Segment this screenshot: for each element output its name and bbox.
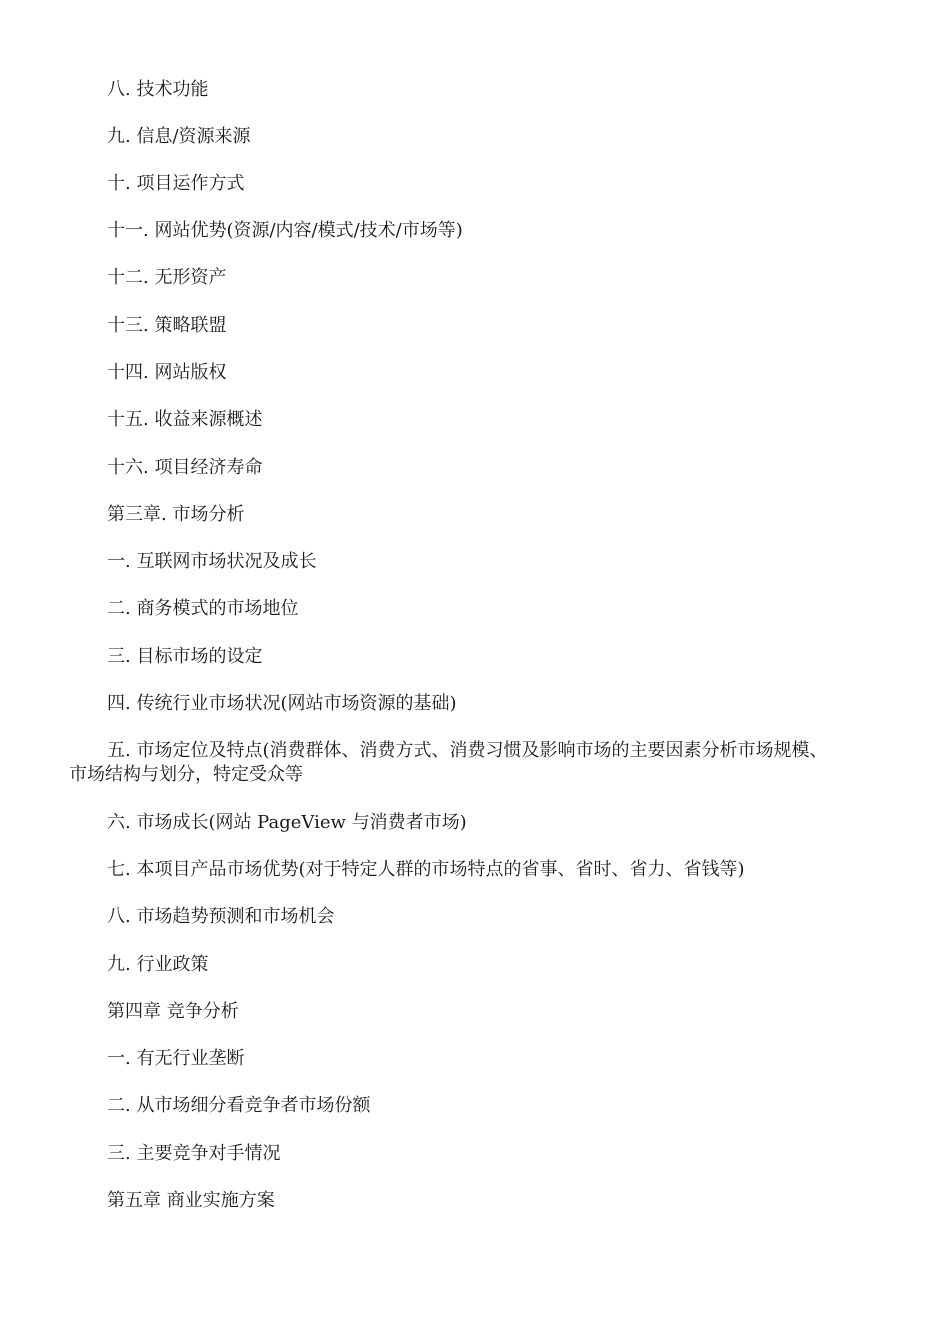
heading-target-market: 三. 目标市场的设定	[107, 646, 263, 667]
heading-technical-functions: 八. 技术功能	[107, 79, 209, 100]
heading-main-competitors: 三. 主要竞争对手情况	[107, 1143, 281, 1164]
heading-intangible-assets: 十二. 无形资产	[107, 267, 227, 288]
heading-website-copyright: 十四. 网站版权	[107, 362, 227, 383]
heading-industry-monopoly: 一. 有无行业垄断	[107, 1048, 245, 1069]
heading-internet-market: 一. 互联网市场状况及成长	[107, 551, 317, 572]
heading-project-operation: 十. 项目运作方式	[107, 173, 245, 194]
heading-market-growth: 六. 市场成长(网站 PageView 与消费者市场)	[107, 812, 467, 833]
chapter-5-title: 第五章 商业实施方案	[107, 1190, 275, 1211]
heading-website-advantages: 十一. 网站优势(资源/内容/模式/技术/市场等)	[107, 220, 463, 241]
heading-competitor-share: 二. 从市场细分看竞争者市场份额	[107, 1095, 371, 1116]
heading-strategic-alliance: 十三. 策略联盟	[107, 315, 227, 336]
heading-market-positioning: 五. 市场定位及特点(消费群体、消费方式、消费习惯及影响市场的主要因素分析市场规模、	[107, 740, 828, 761]
heading-revenue-overview: 十五. 收益来源概述	[107, 409, 263, 430]
heading-economic-lifespan: 十六. 项目经济寿命	[107, 457, 263, 478]
heading-market-positioning-cont: 市场结构与划分，特定受众等	[69, 764, 303, 785]
chapter-3-title: 第三章. 市场分析	[107, 504, 245, 525]
heading-traditional-market: 四. 传统行业市场状况(网站市场资源的基础)	[107, 693, 457, 714]
heading-product-market-advantage: 七. 本项目产品市场优势(对于特定人群的市场特点的省事、省时、省力、省钱等)	[107, 859, 745, 880]
chapter-4-title: 第四章 竞争分析	[107, 1001, 239, 1022]
heading-industry-policy: 九. 行业政策	[107, 954, 209, 975]
heading-market-trend: 八. 市场趋势预测和市场机会	[107, 906, 335, 927]
heading-information-sources: 九. 信息/资源来源	[107, 126, 251, 147]
heading-business-model-position: 二. 商务模式的市场地位	[107, 598, 299, 619]
